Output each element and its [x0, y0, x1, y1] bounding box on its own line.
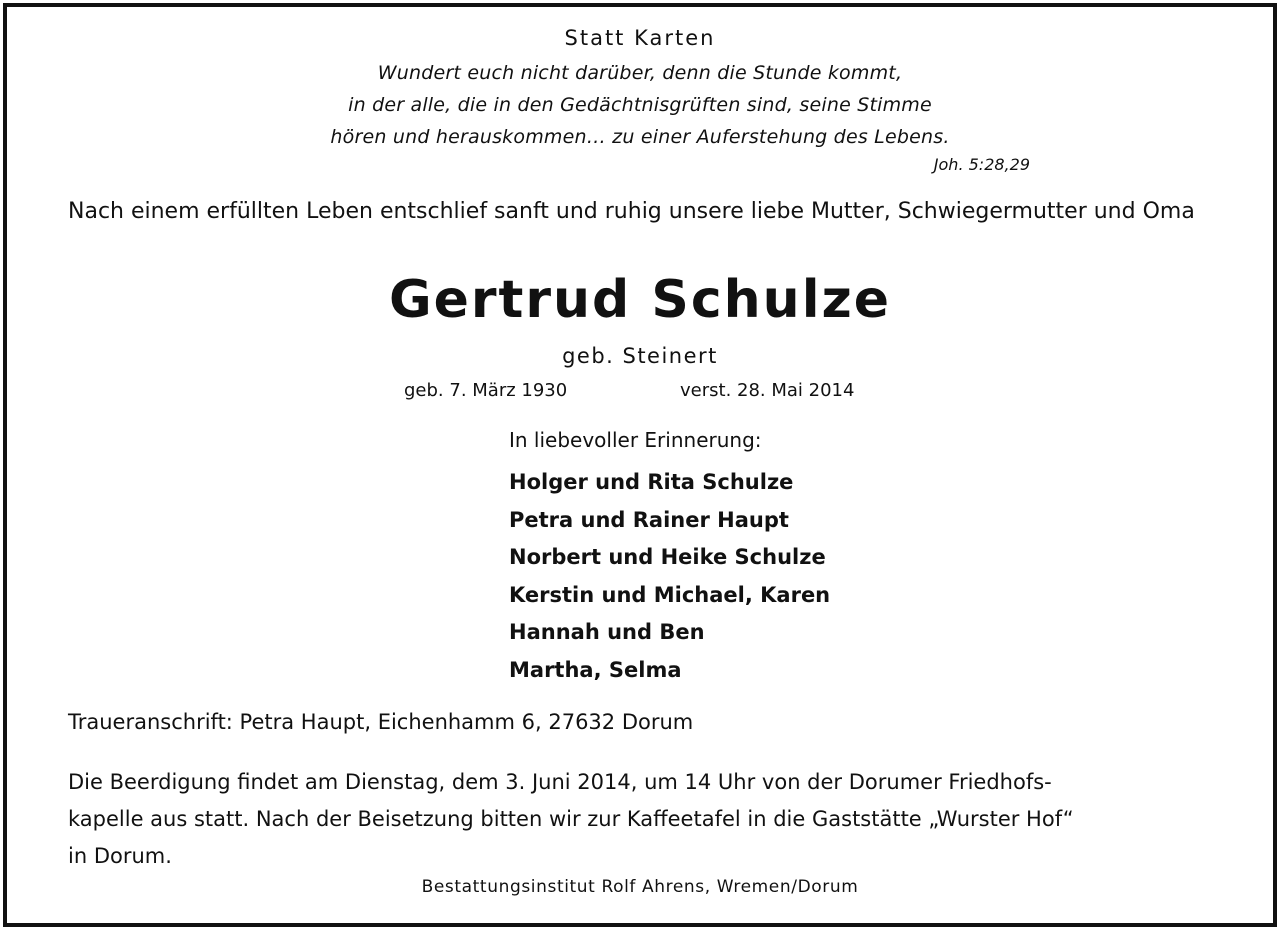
mourner-entry: Martha, Selma	[509, 657, 682, 682]
birth-date: geb. 7. März 1930	[404, 380, 568, 401]
mourner-entry: Holger und Rita Schulze	[509, 470, 794, 494]
verse-line: Wundert euch nicht darüber, denn die Stunde kommt,	[377, 62, 903, 84]
mourner-list	[509, 466, 830, 692]
notice-heading: Statt Karten	[564, 26, 716, 50]
mourner-entry: Kerstin und Michael, Karen	[509, 582, 831, 607]
mourner-entry: Hannah und Ben	[509, 620, 705, 645]
funeral-line: in Dorum.	[68, 844, 172, 868]
verse-reference: Joh. 5:28,29	[933, 155, 1030, 174]
mourner-entry: Norbert und Heike Schulze	[509, 545, 826, 570]
mourner-entry: Petra und Rainer Haupt	[509, 507, 789, 532]
verse-line: hören und herauskommen… zu einer Auferstehung des Lebens.	[330, 126, 950, 148]
maiden-name: geb. Steinert	[562, 344, 718, 368]
funeral-details	[68, 764, 1228, 875]
memory-line: In liebevoller Erinnerung:	[509, 428, 762, 452]
mourning-address: Traueranschrift: Petra Haupt, Eichenhamm 6, 27632 Dorum	[68, 710, 694, 734]
deceased-name: Gertrud Schulze	[388, 270, 892, 330]
undertaker-credit: Bestattungsinstitut Rolf Ahrens, Wremen/Dorum	[421, 877, 859, 897]
death-date: verst. 28. Mai 2014	[680, 380, 855, 401]
intro-text: Nach einem erfüllten Leben entschlief sanft und ruhig unsere liebe Mutter, Schwiegermutter und Oma	[68, 199, 1195, 224]
funeral-line: kapelle aus statt. Nach der Beisetzung bitten wir zur Kaffeetafel in die Gaststätte „Wurster Hof“	[68, 807, 1074, 831]
funeral-line: Die Beerdigung findet am Dienstag, dem 3. Juni 2014, um 14 Uhr von der Dorumer Friedhofs-	[68, 770, 1052, 794]
verse-line: in der alle, die in den Gedächtnisgrüften sind, seine Stimme	[348, 94, 932, 116]
